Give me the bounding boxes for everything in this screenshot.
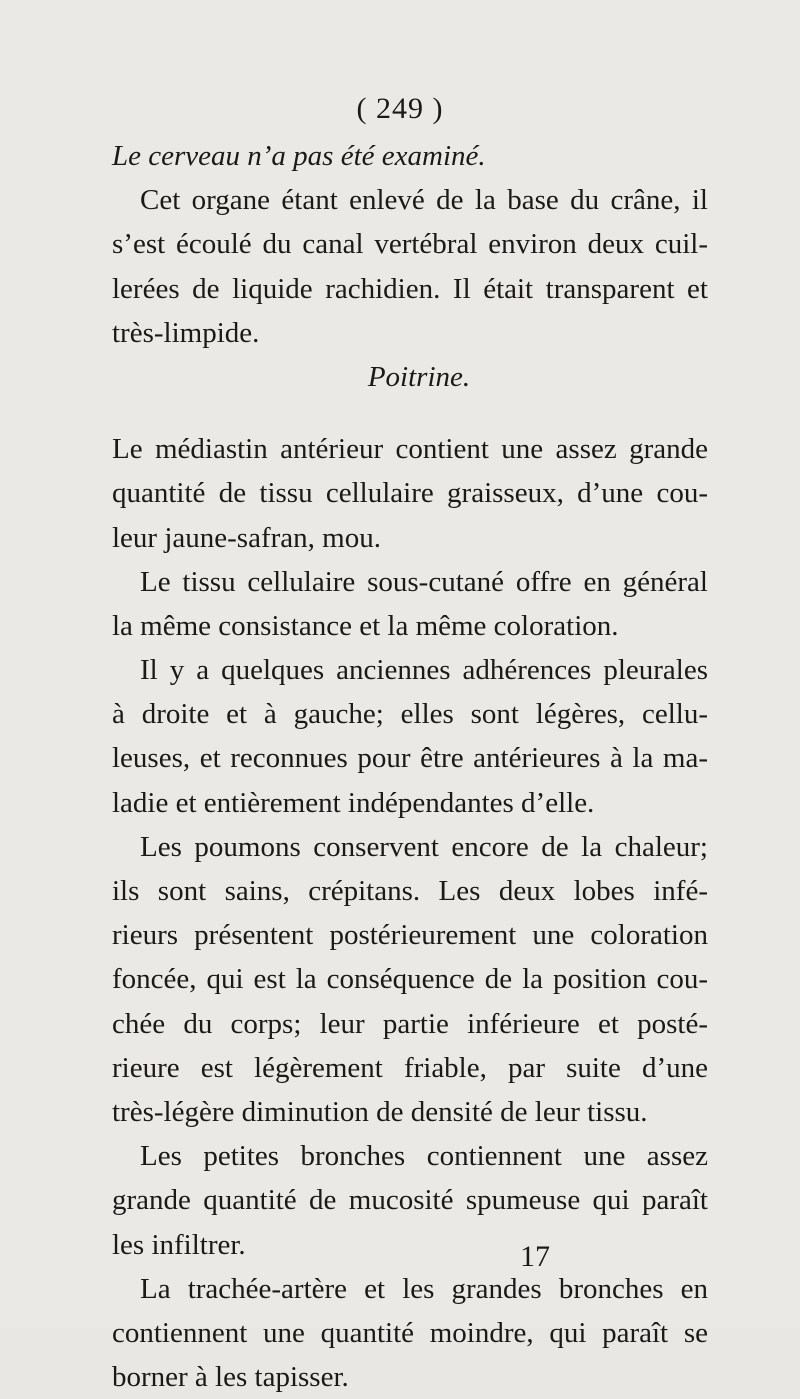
text-line: Le tissu cellulaire sous-cutané offre en général (140, 565, 708, 598)
spacer (112, 399, 708, 427)
text-line: contiennent une quantité moindre, qui paraît se (112, 1316, 708, 1349)
text-line: rieurs présentent postérieurement une coloration (112, 919, 708, 952)
page-number: ( 249 ) (356, 92, 444, 125)
text-line: Cet organe étant enlevé de la base du crâne, il (140, 184, 708, 217)
text-line: Les petites bronches contiennent une assez (140, 1140, 708, 1173)
text-line: les infiltrer. (112, 1228, 246, 1261)
text-line: Les poumons conservent encore de la chaleur; (140, 830, 708, 863)
text-line: foncée, qui est la conséquence de la position cou- (112, 963, 708, 996)
text-line: lerées de liquide rachidien. Il était transparent et (112, 272, 708, 305)
text-line: borner à les tapisser. (112, 1361, 349, 1394)
text-line: très-limpide. (112, 316, 260, 349)
text-line: leuses, et reconnues pour être antérieures à la ma- (112, 742, 708, 775)
text-line: ladie et entièrement indépendantes d’elle. (112, 786, 595, 819)
text-line: ils sont sains, crépitans. Les deux lobes infé- (112, 875, 708, 907)
text-line: La trachée-artère et les grandes bronches en (140, 1272, 708, 1305)
text-line: à droite et à gauche; elles sont légères, cellu- (112, 698, 708, 731)
text-line: chée du corps; leur partie inférieure et posté- (112, 1007, 708, 1040)
text-line: rieure est légèrement friable, par suite d’une (112, 1051, 708, 1084)
text-line: Il y a quelques anciennes adhérences pleurales (140, 654, 708, 687)
text-line: Le médiastin antérieur contient une assez grande (112, 433, 708, 466)
text-line: quantité de tissu cellulaire graisseux, d’une cou- (112, 477, 708, 510)
text-line: leur jaune-safran, mou. (112, 521, 381, 554)
section-heading-chest: Poitrine. (367, 360, 471, 393)
signature-mark: 17 (520, 1240, 550, 1273)
section-heading-brain: Le cerveau n’a pas été examiné. (112, 140, 486, 172)
text-line: s’est écoulé du canal vertébral environ deux cuil- (112, 228, 708, 261)
text-line: très-légère diminution de densité de leur tissu. (112, 1095, 648, 1128)
text-line: la même consistance et la même coloration. (112, 609, 619, 642)
text-line: grande quantité de mucosité spumeuse qui paraît (112, 1184, 708, 1217)
page-text (112, 134, 708, 1399)
